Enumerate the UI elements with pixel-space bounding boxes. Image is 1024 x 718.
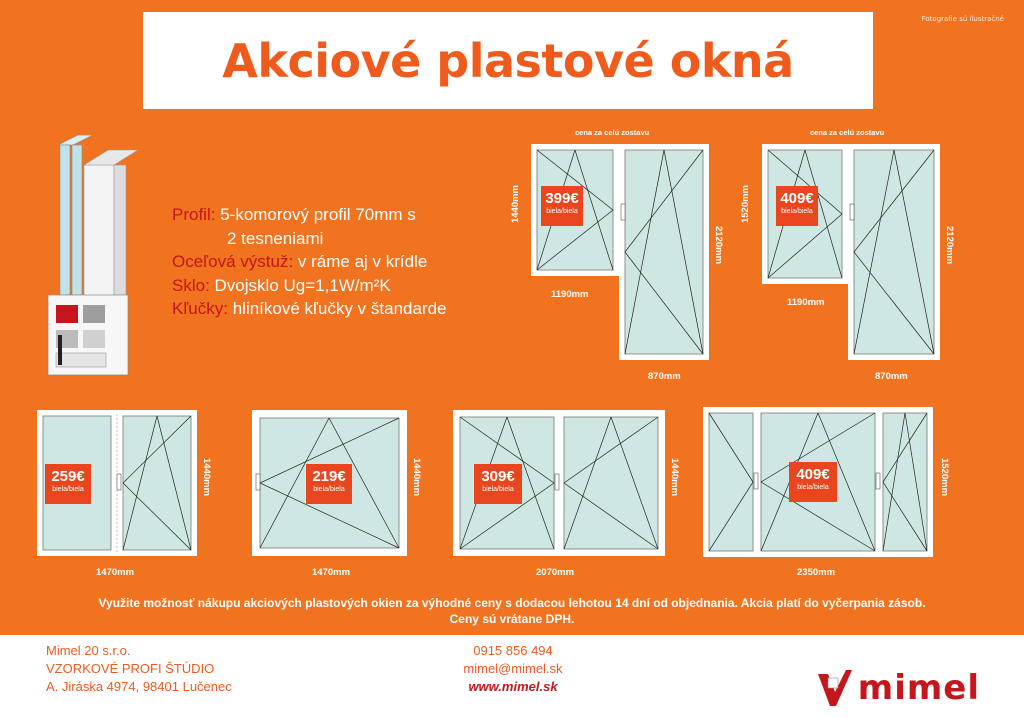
caption-set-2: cena za celú zostavu (810, 128, 885, 137)
dim-width-5: 2070mm (536, 567, 575, 578)
dim-door-height-set-2: 2120mm (944, 226, 955, 265)
spec-ocel-value: v ráme aj v krídle (297, 252, 428, 271)
spec-klucky-value: hliníkové kľučky v štandarde (232, 299, 447, 318)
dim-width-4: 1470mm (312, 567, 351, 578)
price-sub-6: biela/biela (797, 484, 829, 491)
promo-line-2: Ceny sú vrátane DPH. (449, 612, 575, 626)
profile-section-illustration (38, 135, 168, 385)
footer-web[interactable]: www.mimel.sk (468, 679, 558, 694)
price-set-2: 409€ (780, 190, 814, 207)
price-tag-set-1 (541, 186, 583, 226)
dim-door-width-set-2: 870mm (875, 371, 908, 382)
mimel-logo (816, 668, 980, 708)
price-sub-3: biela/biela (52, 486, 84, 493)
price-tag-6 (789, 462, 837, 502)
price-sub-set-2: biela/biela (781, 208, 813, 215)
window-set-2 (762, 144, 942, 360)
specs-block (172, 203, 447, 321)
logo-text: mimel (857, 668, 980, 708)
promo-line-1: Využite možnosť nákupu akciových plastových okien za výhodné ceny s dodacou lehotou 14 dní od objednania. Akcia platí do vyčerpania zásob. (98, 596, 926, 610)
price-4: 219€ (312, 468, 346, 485)
dim-height-3: 1440mm (201, 458, 212, 497)
footer-address: A. Jiráska 4974, 98401 Lučenec (46, 679, 232, 694)
price-sub-4: biela/biela (313, 486, 345, 493)
spec-ocel-label: Oceľová výstuž: (172, 252, 294, 271)
footer-company-block (46, 642, 232, 696)
spec-profil-label: Profil: (172, 205, 216, 224)
dim-height-set-1: 1440mm (510, 185, 521, 224)
price-sub-set-1: biela/biela (546, 208, 578, 215)
dim-door-height-set-1: 2120mm (713, 226, 724, 265)
spec-profil-value: 5-komorový profil 70mm s (220, 205, 416, 224)
spec-sklo-value: Dvojsklo Ug=1,1W/m²K (214, 275, 391, 295)
spec-klucky-label: Kľučky: (172, 299, 228, 318)
footer-phone[interactable]: 0915 856 494 (473, 643, 553, 658)
price-tag-5 (474, 464, 522, 504)
dim-width-set-2: 1190mm (787, 297, 825, 308)
dim-height-5: 1440mm (669, 458, 680, 497)
price-tag-3 (45, 464, 91, 504)
photo-note: Fotografie sú ilustračné (921, 15, 1004, 23)
footer-studio: VZORKOVÉ PROFI ŠTÚDIO (46, 661, 215, 676)
price-sub-5: biela/biela (482, 486, 514, 493)
footer-company: Mimel 20 s.r.o. (46, 643, 131, 658)
price-3: 259€ (51, 468, 85, 485)
dim-height-4: 1440mm (411, 458, 422, 497)
dim-door-width-set-1: 870mm (648, 371, 681, 382)
title-banner (143, 12, 873, 109)
dim-width-set-1: 1190mm (551, 289, 589, 300)
price-set-1: 399€ (545, 190, 579, 207)
spec-sklo-label: Sklo: (172, 275, 210, 295)
caption-set-1: cena za celú zostavu (575, 128, 650, 137)
page-title: Akciové plastové okná (222, 33, 794, 88)
price-tag-4 (306, 464, 352, 504)
promo-text (0, 595, 1024, 627)
footer-email[interactable]: mimel@mimel.sk (463, 661, 563, 676)
footer-contact-block (448, 642, 578, 696)
spec-profil-value-2: 2 tesneniami (227, 228, 324, 248)
logo-check-icon (816, 668, 854, 708)
dim-height-6: 1520mm (939, 458, 950, 497)
dim-width-3: 1470mm (96, 567, 135, 578)
dim-height-set-2: 1520mm (740, 185, 751, 224)
dim-width-6: 2350mm (797, 567, 836, 578)
window-set-1 (531, 144, 711, 360)
price-6: 409€ (796, 466, 830, 483)
price-5: 309€ (481, 468, 515, 485)
price-tag-set-2 (776, 186, 818, 226)
